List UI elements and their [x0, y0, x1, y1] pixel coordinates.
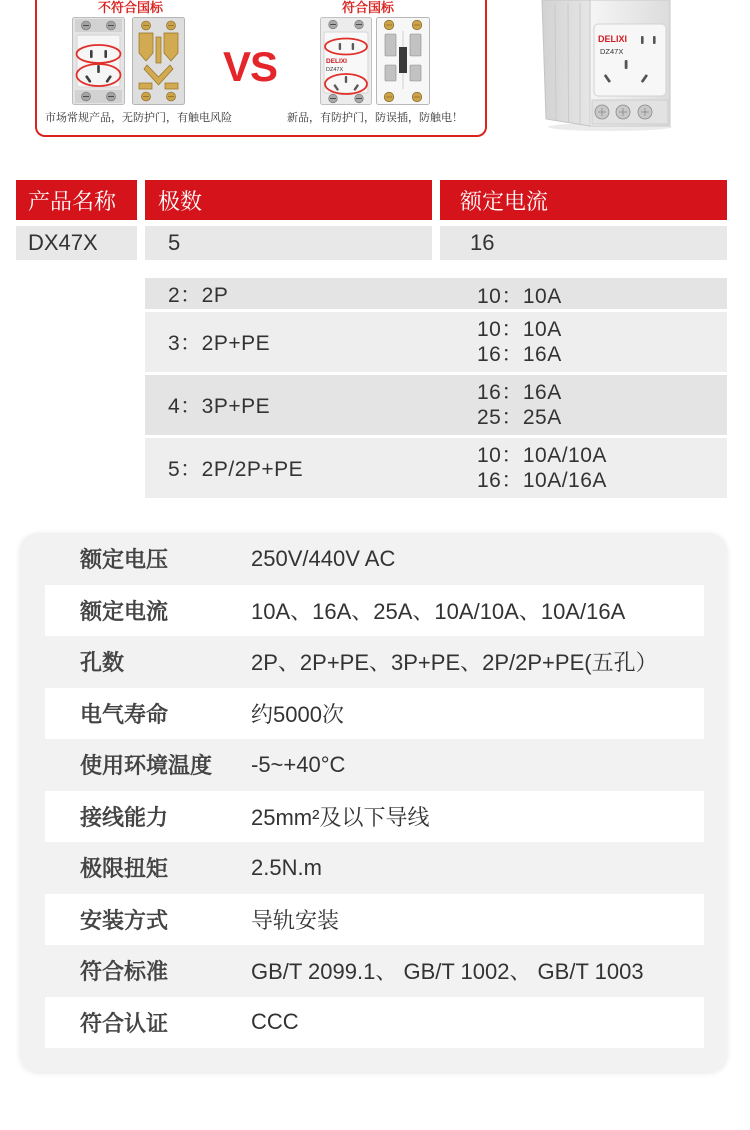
- spec-label: 额定电压: [80, 547, 169, 573]
- non-compliant-title: 不符合国标: [98, 0, 164, 15]
- pole-option-poles: 4：3P+PE: [168, 395, 271, 418]
- header-rated-current: 额定电流: [440, 180, 727, 220]
- spec-label: 接线能力: [80, 804, 169, 830]
- pole-option-currents: [477, 278, 562, 309]
- spec-row-holes: [45, 636, 704, 688]
- pole-option-current: 16：16A: [477, 343, 562, 366]
- spec-value: CCC: [251, 1009, 299, 1035]
- pole-option-current: 25：25A: [477, 406, 562, 429]
- compliant-title: 符合国标: [342, 0, 395, 15]
- spec-row-standards: [45, 945, 704, 997]
- terminal-screws: [595, 105, 652, 119]
- pole-option-current: 16：16A: [477, 381, 562, 404]
- spec-row-certification: [45, 997, 704, 1049]
- spec-label: 电气寿命: [80, 701, 169, 727]
- spec-label: 额定电流: [80, 598, 169, 624]
- pole-option-current: 10：10A: [477, 318, 562, 341]
- spec-row-installation: [45, 894, 704, 946]
- pole-option-poles: 2：2P: [168, 283, 229, 307]
- rated-current-value: 16: [440, 226, 727, 260]
- vs-label: VS: [223, 43, 278, 90]
- spec-label: 孔数: [80, 650, 125, 676]
- old-socket-internal-image: [132, 17, 185, 105]
- spec-row-ambient-temperature: [45, 739, 704, 791]
- spec-value: 250V/440V AC: [251, 545, 396, 571]
- new-socket-internal-image: [376, 17, 430, 105]
- spec-label: 极限扭矩: [80, 856, 169, 882]
- pole-option-currents: [477, 438, 607, 498]
- product-photo: [540, 0, 675, 132]
- new-socket-caption: 新品，有防护门，防误插，防触电！: [287, 112, 463, 124]
- protective-shutter: [399, 47, 407, 73]
- spec-value: -5~+40°C: [251, 751, 346, 777]
- pole-option-row: [145, 375, 727, 435]
- comparison-panel: [35, 0, 487, 137]
- pole-option-row: [145, 438, 727, 498]
- model-text: DZ47X: [326, 67, 344, 73]
- spec-label: 符合认证: [80, 1010, 169, 1036]
- spec-value: 2P、2P+PE、3P+PE、2P/2P+PE(五孔）: [251, 650, 658, 676]
- pole-option-currents: [477, 375, 562, 435]
- new-socket-front-image: [320, 17, 372, 105]
- pole-option-row: [145, 278, 727, 309]
- brand-logo-text: DELIXI: [326, 58, 347, 65]
- spec-value: 导轨安装: [251, 907, 340, 933]
- spec-row-wiring-capacity: [45, 791, 704, 843]
- spec-value: 约5000次: [251, 701, 344, 727]
- spec-value: 2.5N.m: [251, 854, 322, 880]
- pole-option-current: 10：10A/10A: [477, 444, 607, 467]
- old-socket-caption: 市场常规产品，无防护门，有触电风险: [45, 112, 232, 124]
- model-text: DZ47X: [600, 47, 624, 56]
- old-socket-front-image: [72, 17, 125, 105]
- pole-option-current: 10：10A: [477, 285, 562, 308]
- spec-label: 使用环境温度: [80, 753, 213, 779]
- spec-row-rated-voltage: [45, 533, 704, 585]
- spec-value: GB/T 2099.1、 GB/T 1002、 GB/T 1003: [251, 959, 644, 985]
- spec-label: 符合标准: [80, 959, 169, 985]
- spec-value: 10A、16A、25A、10A/10A、10A/16A: [251, 598, 626, 624]
- spec-row-torque: [45, 842, 704, 894]
- pole-option-poles: 5：2P/2P+PE: [168, 458, 304, 481]
- poles-value: 5: [145, 226, 432, 260]
- product-name-value: DX47X: [16, 226, 137, 260]
- spec-table: [20, 533, 727, 1072]
- brand-logo-text: DELIXI: [598, 34, 628, 44]
- header-product-name: 产品名称: [16, 180, 137, 220]
- pole-option-poles: 3：2P+PE: [168, 332, 271, 355]
- header-poles: 极数: [145, 180, 432, 220]
- spec-row-rated-current: [45, 585, 704, 637]
- spec-row-electrical-life: [45, 688, 704, 740]
- pole-option-row: [145, 312, 727, 372]
- pole-option-current: 16：10A/16A: [477, 469, 607, 492]
- spec-label: 安装方式: [80, 907, 169, 933]
- spec-value: 25mm²及以下导线: [251, 804, 430, 830]
- device-side-face: [542, 0, 590, 126]
- pole-option-currents: [477, 312, 562, 372]
